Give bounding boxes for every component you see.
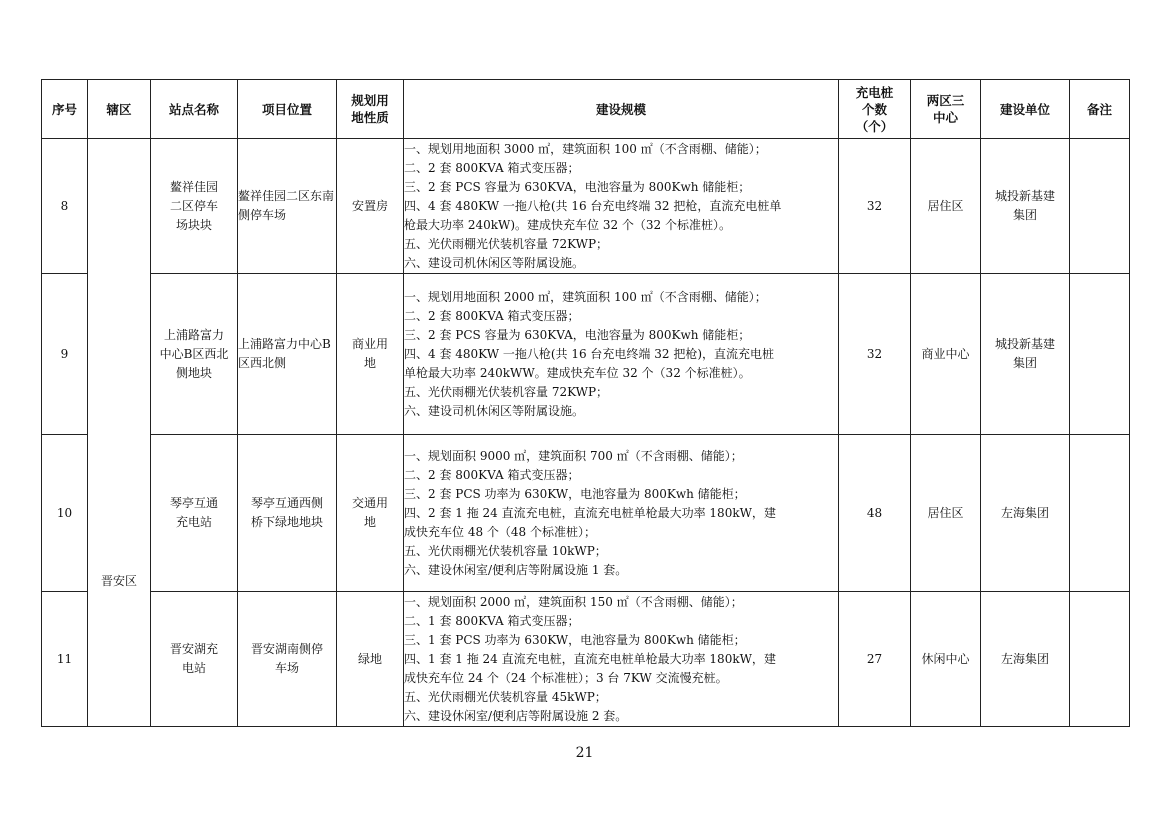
row-scale xyxy=(404,435,839,592)
scale-line: 一、规划面积 9000 ㎡，建筑面积 700 ㎡（不含雨棚、储能）； xyxy=(404,448,743,463)
scale-line: 成快充车位 48 个（48 个标准桩）； xyxy=(404,524,596,539)
header-builder: 建设单位 xyxy=(981,80,1070,139)
scale-line: 一、规划用地面积 2000 ㎡，建筑面积 100 ㎡（不含雨棚、储能）； xyxy=(404,289,767,304)
row-seq: 11 xyxy=(42,592,88,727)
header-piles: 充电桩个数（个） xyxy=(839,80,911,139)
scale-line: 二、1 套 800KVA 箱式变压器； xyxy=(404,613,580,628)
scale-line: 六、建设休闲室/便利店等附属设施 2 套。 xyxy=(404,708,628,723)
table-row xyxy=(42,592,1130,727)
row-remarks xyxy=(1070,274,1130,435)
scale-line: 五、光伏雨棚光伏装机容量 72KWP； xyxy=(404,384,609,399)
scale-line: 三、2 套 PCS 容量为 630KVA，电池容量为 800Kwh 储能柜； xyxy=(404,179,751,194)
row-centers: 商业中心 xyxy=(911,274,981,435)
header-land-use: 规划用地性质 xyxy=(337,80,404,139)
scale-line: 二、2 套 800KVA 箱式变压器； xyxy=(404,308,580,323)
row-seq: 8 xyxy=(42,139,88,274)
scale-line: 成快充车位 24 个（24 个标准桩）；3 台 7KW 交流慢充桩。 xyxy=(404,670,728,685)
scale-line: 三、2 套 PCS 容量为 630KVA，电池容量为 800Kwh 储能柜； xyxy=(404,327,751,342)
row-builder: 左海集团 xyxy=(981,435,1070,592)
row-centers: 居住区 xyxy=(911,139,981,274)
row-builder: 城投新基建集团 xyxy=(981,274,1070,435)
row-builder: 左海集团 xyxy=(981,592,1070,727)
scale-line: 枪最大功率 240kW)。建成快充车位 32 个（32 个标准桩）。 xyxy=(404,217,731,232)
row-piles: 27 xyxy=(839,592,911,727)
row-remarks xyxy=(1070,139,1130,274)
scale-line: 五、光伏雨棚光伏装机容量 72KWP； xyxy=(404,236,609,251)
row-piles: 32 xyxy=(839,139,911,274)
scale-line: 四、4 套 480KW 一拖八枪(共 16 台充电终端 32 把枪，直流充电桩单 xyxy=(404,198,782,213)
row-remarks xyxy=(1070,592,1130,727)
scale-line: 六、建设司机休闲区等附属设施。 xyxy=(404,255,585,270)
table-header-row xyxy=(42,80,1130,139)
header-district: 辖区 xyxy=(88,80,151,139)
row-scale xyxy=(404,592,839,727)
scale-line: 五、光伏雨棚光伏装机容量 10kWP； xyxy=(404,543,607,558)
row-land-use: 商业用地 xyxy=(337,274,404,435)
page-number: 21 xyxy=(575,745,594,761)
scale-line: 二、2 套 800KVA 箱式变压器； xyxy=(404,160,580,175)
scale-line: 六、建设司机休闲区等附属设施。 xyxy=(404,403,585,418)
row-location: 上浦路富力中心B区西北侧 xyxy=(238,274,337,435)
header-scale: 建设规模 xyxy=(404,80,839,139)
row-station: 鳌祥佳园二区停车场块块 xyxy=(151,139,238,274)
row-centers: 休闲中心 xyxy=(911,592,981,727)
table-row xyxy=(42,139,1130,274)
row-location: 鳌祥佳园二区东南侧停车场 xyxy=(238,139,337,274)
row-land-use: 安置房 xyxy=(337,139,404,274)
table-row xyxy=(42,435,1130,592)
project-table xyxy=(41,79,1130,727)
row-scale xyxy=(404,274,839,435)
scale-line: 三、2 套 PCS 功率为 630KW，电池容量为 800Kwh 储能柜； xyxy=(404,486,746,501)
row-station: 晋安湖充电站 xyxy=(151,592,238,727)
scale-line: 四、1 套 1 拖 24 直流充电桩，直流充电桩单枪最大功率 180kW，建 xyxy=(404,651,776,666)
row-location: 琴亭互通西侧桥下绿地地块 xyxy=(238,435,337,592)
scale-line: 二、2 套 800KVA 箱式变压器； xyxy=(404,467,580,482)
row-seq: 9 xyxy=(42,274,88,435)
row-scale xyxy=(404,139,839,274)
header-centers: 两区三中心 xyxy=(911,80,981,139)
scale-line: 一、规划面积 2000 ㎡，建筑面积 150 ㎡（不含雨棚、储能）； xyxy=(404,594,743,609)
row-land-use: 交通用地 xyxy=(337,435,404,592)
scale-line: 四、2 套 1 拖 24 直流充电桩，直流充电桩单枪最大功率 180kW，建 xyxy=(404,505,776,520)
district-cell xyxy=(88,139,151,727)
row-station: 上浦路富力中心B区西北侧地块 xyxy=(151,274,238,435)
row-location: 晋安湖南侧停车场 xyxy=(238,592,337,727)
row-builder: 城投新基建集团 xyxy=(981,139,1070,274)
row-centers: 居住区 xyxy=(911,435,981,592)
scale-line: 六、建设休闲室/便利店等附属设施 1 套。 xyxy=(404,562,628,577)
scale-line: 四、4 套 480KW 一拖八枪(共 16 台充电终端 32 把枪)，直流充电桩 xyxy=(404,346,775,361)
district-label: 晋安区 xyxy=(100,574,137,588)
scale-line: 三、1 套 PCS 功率为 630KW，电池容量为 800Kwh 储能柜； xyxy=(404,632,746,647)
row-remarks xyxy=(1070,435,1130,592)
header-station: 站点名称 xyxy=(151,80,238,139)
table-row xyxy=(42,274,1130,435)
row-piles: 48 xyxy=(839,435,911,592)
scale-line: 五、光伏雨棚光伏装机容量 45kWP； xyxy=(404,689,607,704)
row-station: 琴亭互通充电站 xyxy=(151,435,238,592)
scale-line: 单枪最大功率 240kWW。建成快充车位 32 个（32 个标准桩）。 xyxy=(404,365,751,380)
header-location: 项目位置 xyxy=(238,80,337,139)
row-land-use: 绿地 xyxy=(337,592,404,727)
row-seq: 10 xyxy=(42,435,88,592)
scale-line: 一、规划用地面积 3000 ㎡，建筑面积 100 ㎡（不含雨棚、储能）； xyxy=(404,141,767,156)
header-remarks: 备注 xyxy=(1070,80,1130,139)
header-seq: 序号 xyxy=(42,80,88,139)
row-piles: 32 xyxy=(839,274,911,435)
